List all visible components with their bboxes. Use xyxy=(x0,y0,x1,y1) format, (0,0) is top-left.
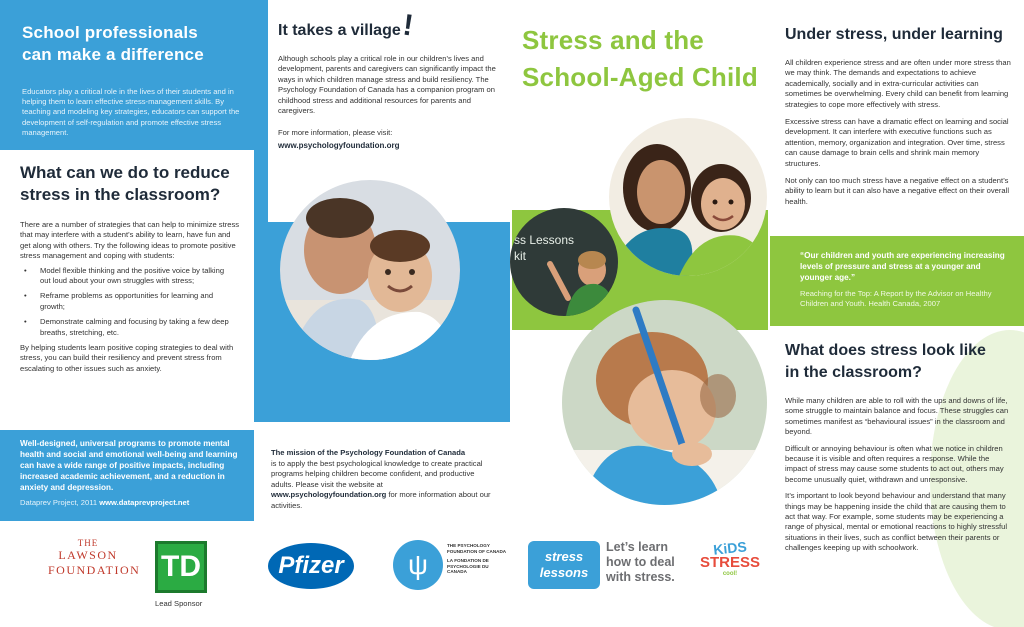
school-professionals-panel xyxy=(0,0,254,150)
exclamation-mark: ! xyxy=(400,8,416,43)
mission-section xyxy=(254,430,510,512)
blue-divider-bar xyxy=(254,0,268,222)
mission-tail: for more information about our activities. xyxy=(271,490,491,510)
stress-classroom-para-2: Difficult or annoying behaviour is often what we notice in children because it is visible and often requires a response. While the impact of stress may cause some students to act out, others may become unusually quiet, withdrawn and unresponsive. xyxy=(785,443,1004,484)
chalk-text-1: ss Lessons xyxy=(514,233,575,247)
dataprev-statement: Well-designed, universal programs to promote mental health and social and emotional well-being and learning can have a wide range of positive impacts, including increased academic achievement, and a reduction in anxiety and depression. xyxy=(20,439,238,492)
stress-classroom-para-1: While many children are able to roll with the ups and downs of life, some struggle to maintain balance and focus. These struggles can sometimes manifest as “behavioural issues” in the classroom and beyond. xyxy=(785,396,1009,437)
quote-source: Reaching for the Top: A Report by the Advisor on Healthy Children and Youth. Health Canada, 2007 xyxy=(800,289,992,309)
dataprev-link[interactable]: www.dataprevproject.net xyxy=(99,498,190,507)
stress-lessons-logo: stress lessons xyxy=(528,541,600,589)
td-logo: TD xyxy=(155,541,207,593)
mission-text: is to apply the best psychological knowledge to create practical programs helping children become confident, and productive adults. Please visit the website at xyxy=(271,458,483,489)
mission-heading: The mission of the Psychology Foundation of Canada xyxy=(271,448,466,457)
child-drawing-photo xyxy=(562,300,767,505)
kids-stress-logo: KiDS STRESS cool! xyxy=(700,538,761,577)
pfizer-logo: Pfizer xyxy=(268,543,354,589)
school-professionals-text: Educators play a critical role in the lives of their students and in helping them to learn effective stress-management skills. By teaching and modeling key strategies, educators can support the development of self-regulation and promote effective stress management. xyxy=(22,87,240,137)
mother-daughter-photo xyxy=(609,118,767,276)
brochure-title xyxy=(512,22,768,96)
psychology-foundation-icon: ψ xyxy=(393,540,443,590)
strategy-list xyxy=(20,266,240,338)
village-text: Although schools play a critical role in our children’s lives and development, parents and caregivers can significantly impact the ways in which children manage stress and build resiliency. The Psychology Foundation of Canada has a companion program on childhood stress and additional resources for parents and caregivers. xyxy=(278,54,496,116)
psychology-foundation-link[interactable]: www.psychologyfoundation.org xyxy=(278,140,400,150)
chalkboard-photo xyxy=(510,208,618,316)
lawson-foundation-logo: THE LAWSON FOUNDATION xyxy=(48,538,141,577)
reduce-stress-closing: By helping students learn positive coping strategies to deal with stress, you can build their resiliency and prevent stress from escalating to other issues such as anxiety. xyxy=(20,343,234,373)
lead-sponsor-label: Lead Sponsor xyxy=(155,599,203,608)
dataprev-panel xyxy=(0,430,254,521)
mission-link[interactable]: www.psychologyfoundation.org xyxy=(271,490,387,500)
under-stress-section xyxy=(770,0,1024,207)
reduce-stress-section xyxy=(0,150,254,374)
stress-lessons-tagline: Let’s learn how to deal with stress. xyxy=(606,540,675,584)
under-stress-heading: Under stress, under learning xyxy=(785,26,1003,43)
strategy-item: • Reframe problems as opportunities for learning and growth; xyxy=(20,291,235,312)
strategy-item: • Model flexible thinking and the positive voice by talking out loud about your own struggles with stress; xyxy=(20,266,235,287)
reduce-stress-intro: There are a number of strategies that can help to minimize stress that may interfere with a student’s ability to learn, have fun and get along with others. Try the following ideas to promote positive stress management and coping with students: xyxy=(20,220,240,261)
village-heading: It takes a village xyxy=(278,22,401,39)
chalk-text-2: kit xyxy=(514,249,526,263)
strategy-item: • Demonstrate calming and focusing by taking a few deep breaths, stretching, etc. xyxy=(20,317,235,338)
father-son-photo xyxy=(280,180,460,360)
quote-text: “Our children and youth are experiencing increasing levels of pressure and stress at a younger and younger age.” xyxy=(800,251,1005,282)
under-stress-para-1: All children experience stress and are often under more stress than we may think. The demands and expectations to achieve academically, socially and in extra-curricular activities can sometimes be overwhelming. Every child can benefit from learning strategies to cope more effectively with stress. xyxy=(785,58,1011,109)
under-stress-para-2: Excessive stress can have a dramatic effect on learning and social development. It can interfere with executive functions such as attention, memory, organization and integration. Over time, stress can cause damage to brain cells and shrink main memory structures. xyxy=(785,117,1009,168)
psychology-foundation-logo-text: THE PSYCHOLOGY FOUNDATION OF CANADA LA FONDATION DE PSYCHOLOGIE DU CANADA xyxy=(447,543,507,575)
reduce-stress-heading: What can we do to reduce stress in the classroom? xyxy=(20,163,230,204)
dataprev-source: Dataprev Project, 2011 www.dataprevproject.net xyxy=(20,498,190,507)
stress-classroom-heading: What does stress look like in the classroom? xyxy=(785,342,986,381)
stress-classroom-section xyxy=(770,326,1024,554)
under-stress-para-3: Not only can too much stress have a negative effect on a student’s ability to learn but it can also have a negative effect on their overall health. xyxy=(785,176,1010,206)
visit-label: For more information, please visit: xyxy=(278,128,393,138)
stress-classroom-para-3: It’s important to look beyond behaviour and understand that many things may be happening inside the child that are causing them to act that way. For example, some students may be experiencing a range of physical, mental or emotional reactions to highly stressful situations in their lives, such as conflict between their parents or challenges keeping up with schoolwork. xyxy=(785,491,1008,553)
school-professionals-heading: School professionals can make a difference xyxy=(22,23,204,64)
quote-panel xyxy=(770,236,1024,326)
page-title: Stress and the School-Aged Child xyxy=(522,25,758,92)
